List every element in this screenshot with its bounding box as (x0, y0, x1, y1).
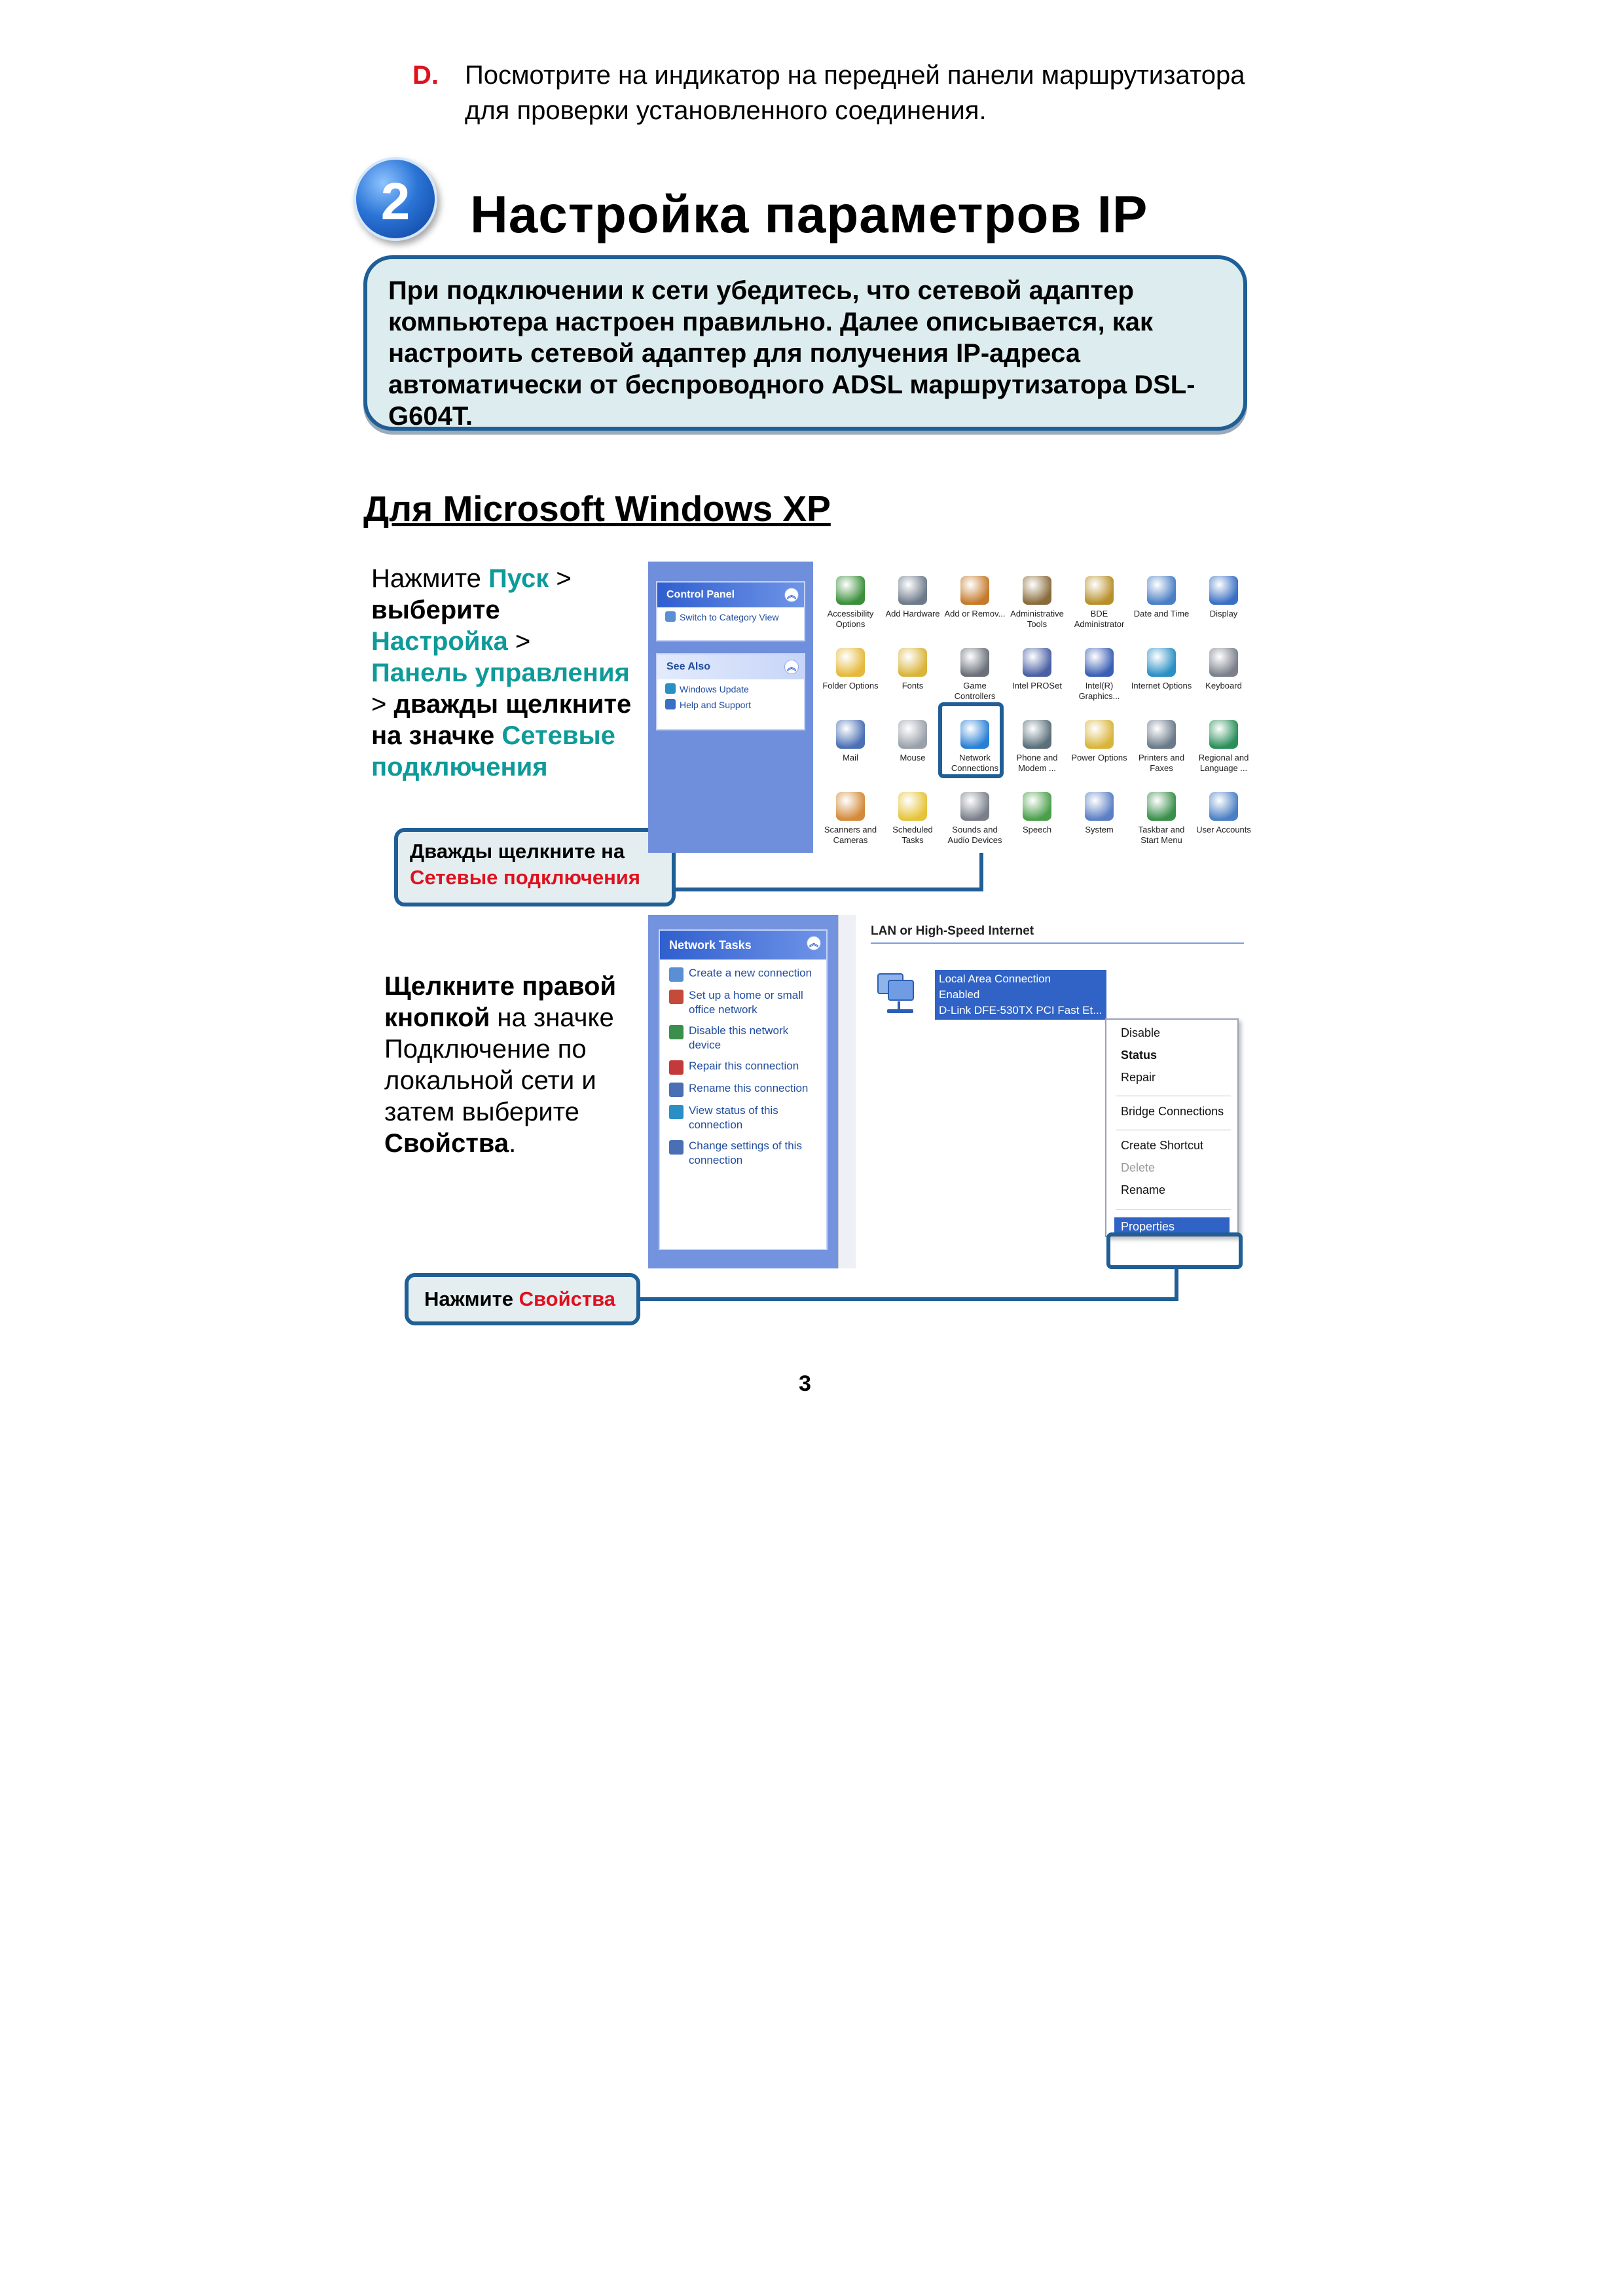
intro-note-box: При подключении к сети убедитесь, что сетевой адаптер компьютера настроен правильно. Далее описывается, как настроить сетевой адаптер для получения IP-адреса автоматически от беспроводного ADSL маршрутизатора DSL-G604T. (363, 255, 1247, 431)
home-network-icon (669, 990, 684, 1004)
control-panel-item-label: Fonts (902, 681, 924, 691)
network-task-link[interactable] (660, 1132, 826, 1168)
sound-icon (960, 792, 989, 821)
control-panel-item-label: Accessibility Options (827, 609, 874, 629)
menu-item-disable[interactable]: Disable (1121, 1026, 1161, 1039)
hardware-icon (898, 576, 927, 605)
lan-connection-label[interactable] (935, 970, 1106, 1020)
network-task-label: Create a new connection (689, 967, 812, 979)
step-letter: D. (412, 61, 439, 90)
help-icon (665, 699, 676, 709)
context-menu (1105, 1018, 1239, 1237)
control-panel-item-label: Internet Options (1131, 681, 1192, 691)
control-panel-item-label: BDE Administrator (1074, 609, 1125, 629)
system-icon (1085, 792, 1114, 821)
control-panel-item-label: Display (1209, 609, 1238, 619)
connector-line (1175, 1268, 1178, 1301)
connector-line (676, 888, 983, 891)
control-panel-item[interactable] (1068, 792, 1130, 835)
instr-control-panel: Панель управления (371, 658, 630, 687)
control-panel-item-label: Sounds and Audio Devices (947, 825, 1002, 845)
disable-icon (669, 1025, 684, 1039)
control-panel-screenshot (648, 562, 1251, 853)
menu-item-properties[interactable]: Properties (1114, 1217, 1230, 1236)
instr-properties: Свойства (384, 1129, 509, 1158)
connection-device: D-Link DFE-530TX PCI Fast Et... (939, 1004, 1103, 1016)
users-icon (1209, 792, 1238, 821)
page-number: 3 (799, 1371, 811, 1396)
collapse-chevron-icon[interactable]: ︽ (784, 660, 799, 674)
folder-icon (836, 648, 865, 677)
control-panel-item[interactable] (1006, 648, 1068, 691)
status-icon (669, 1105, 684, 1119)
control-panel-sidebar (648, 562, 813, 853)
control-panel-item[interactable] (1006, 792, 1068, 835)
control-panel-item-label: Administrative Tools (1010, 609, 1064, 629)
network-task-label: Rename this connection (689, 1082, 809, 1094)
control-panel-item-label: Power Options (1071, 753, 1127, 762)
fonts-icon (898, 648, 927, 677)
clock-icon (1147, 576, 1176, 605)
network-task-label: Repair this connection (689, 1060, 799, 1072)
menu-item-rename[interactable]: Rename (1121, 1183, 1166, 1196)
pane-title: Control Panel (666, 589, 735, 600)
network-task-label: View status of this connection (689, 1104, 778, 1131)
instr-end: . (509, 1129, 517, 1158)
control-panel-item[interactable] (944, 792, 1006, 846)
mouse-icon (898, 720, 927, 749)
scanner-icon (836, 792, 865, 821)
accessibility-icon (836, 576, 865, 605)
instr-text: Нажмите (371, 564, 488, 593)
printer-icon (1147, 720, 1176, 749)
control-panel-item[interactable] (820, 648, 881, 691)
control-panel-item-label: Phone and Modem ... (1016, 753, 1058, 773)
instr-start: Пуск (488, 564, 549, 593)
windows-update-icon (665, 683, 676, 694)
network-task-label: Disable this network device (689, 1024, 789, 1051)
control-panel-item[interactable] (1068, 576, 1130, 630)
control-panel-item[interactable] (1193, 720, 1254, 774)
new-connection-icon (669, 967, 684, 982)
control-panel-item[interactable] (1193, 792, 1254, 835)
instr-gt: > (507, 627, 531, 656)
control-panel-item-label: Taskbar and Start Menu (1138, 825, 1185, 845)
network-task-label: Change settings of this connection (689, 1139, 802, 1166)
control-panel-item[interactable] (882, 576, 943, 619)
control-panel-item-label: Add Hardware (885, 609, 940, 619)
intel-icon (1023, 648, 1051, 677)
pane-header[interactable] (657, 655, 804, 679)
graphics-icon (1085, 648, 1114, 677)
control-panel-item[interactable] (820, 792, 881, 846)
step-text: Посмотрите на индикатор на передней панели маршрутизатора для проверки установленного соединения. (465, 61, 1245, 125)
control-panel-item-label: Keyboard (1205, 681, 1242, 691)
network-connections-screenshot (648, 915, 1244, 1268)
instruction-right-click (384, 971, 646, 1159)
tasks-icon (898, 792, 927, 821)
pane-title: Network Tasks (669, 939, 752, 952)
pane-header[interactable] (657, 583, 804, 607)
instr-choose: выберите (371, 596, 500, 624)
switch-view-icon (665, 611, 676, 622)
instr-network-connections: Сетевые подключения (371, 721, 615, 781)
control-panel-item-label: Intel PROSet (1012, 681, 1062, 691)
callout-double-click (394, 828, 676, 906)
group-divider (871, 942, 1244, 944)
step-number-badge: 2 (354, 157, 437, 241)
speech-icon (1023, 792, 1051, 821)
control-panel-item[interactable] (1131, 648, 1192, 691)
control-panel-item[interactable] (944, 576, 1006, 619)
control-panel-item-label: Mouse (900, 753, 926, 762)
network-task-link[interactable] (660, 960, 826, 982)
control-panel-item[interactable] (1068, 720, 1130, 763)
see-also-link[interactable]: Help and Support (657, 695, 804, 711)
control-panel-item[interactable] (1006, 576, 1068, 630)
control-panel-item[interactable] (1193, 576, 1254, 619)
instr-gt: > (549, 564, 572, 593)
network-task-link[interactable] (660, 1052, 826, 1075)
network-tasks-pane (659, 929, 828, 1250)
collapse-chevron-icon[interactable]: ︽ (784, 588, 799, 602)
menu-item-create-shortcut[interactable]: Create Shortcut (1121, 1139, 1204, 1152)
control-panel-item-label: Network Connections (951, 753, 999, 773)
group-header: LAN or High-Speed Internet (871, 924, 1034, 938)
control-panel-item-label: Game Controllers (954, 681, 996, 701)
control-panel-pane (656, 581, 805, 641)
lan-connection-icon[interactable] (874, 969, 925, 1020)
power-icon (1085, 720, 1114, 749)
control-panel-item[interactable] (882, 792, 943, 846)
control-panel-item[interactable] (1193, 648, 1254, 691)
instr-text: на значке Подключение по локальной сети и затем выберите (384, 1003, 614, 1126)
callout-line: Дважды щелкните на (410, 840, 625, 863)
connection-name: Local Area Connection (939, 973, 1051, 985)
control-panel-item-label: Scanners and Cameras (824, 825, 877, 845)
callout-highlight: Сетевые подключения (410, 866, 640, 889)
scrollbar[interactable] (838, 915, 856, 1268)
control-panel-item[interactable] (820, 576, 881, 630)
control-panel-item[interactable] (1068, 648, 1130, 702)
network-task-link[interactable] (660, 1097, 826, 1132)
control-panel-item-label: Printers and Faxes (1138, 753, 1185, 773)
task-list (660, 960, 826, 1168)
network-task-label: Set up a home or small office network (689, 989, 803, 1016)
taskbar-icon (1147, 792, 1176, 821)
keyboard-icon (1209, 648, 1238, 677)
pane-title: See Also (666, 661, 710, 672)
rename-icon (669, 1083, 684, 1097)
step-d-paragraph (412, 58, 1264, 128)
instr-settings: Настройка (371, 627, 508, 656)
globe-icon (1147, 648, 1176, 677)
section-heading: Для Microsoft Windows XP (363, 488, 831, 529)
switch-view-link[interactable]: Switch to Category View (657, 607, 804, 623)
network-task-link[interactable] (660, 982, 826, 1017)
control-panel-item[interactable] (1131, 720, 1192, 774)
connection-status: Enabled (939, 988, 980, 1001)
callout-text: Нажмите (424, 1287, 519, 1310)
repair-icon (669, 1060, 684, 1075)
gamepad-icon (960, 648, 989, 677)
control-panel-item[interactable] (882, 648, 943, 691)
control-panel-item-label: Folder Options (822, 681, 879, 691)
phone-icon (1023, 720, 1051, 749)
control-panel-item-label: Add or Remov... (944, 609, 1006, 619)
properties-highlight (1106, 1232, 1243, 1269)
add-remove-icon (960, 576, 989, 605)
instr-double-click: дважды щелкните на значке (371, 690, 632, 750)
instr-gt: > (371, 690, 387, 719)
control-panel-item[interactable] (1131, 576, 1192, 619)
control-panel-item-label: System (1085, 825, 1114, 834)
menu-item-delete: Delete (1121, 1161, 1156, 1174)
display-icon (1209, 576, 1238, 605)
admin-tools-icon (1023, 576, 1051, 605)
settings-icon (669, 1140, 684, 1155)
control-panel-item[interactable] (944, 648, 1006, 702)
network-connections-highlight (938, 702, 1004, 778)
control-panel-item-label: Scheduled Tasks (892, 825, 933, 845)
network-task-link[interactable] (660, 1017, 826, 1052)
page-title: Настройка параметров IP (470, 185, 1148, 243)
connector-line (640, 1297, 1178, 1301)
control-panel-item[interactable] (820, 720, 881, 763)
control-panel-item-label: User Accounts (1196, 825, 1251, 834)
control-panel-item[interactable] (882, 720, 943, 763)
control-panel-item-label: Intel(R) Graphics... (1078, 681, 1120, 701)
see-also-pane (656, 653, 805, 730)
collapse-chevron-icon[interactable]: ︽ (807, 936, 821, 950)
see-also-link[interactable]: Windows Update (657, 679, 804, 695)
menu-item-repair[interactable]: Repair (1121, 1071, 1156, 1084)
callout-click-properties (405, 1273, 640, 1325)
control-panel-item-label: Regional and Language ... (1198, 753, 1249, 773)
control-panel-item[interactable] (1006, 720, 1068, 774)
regional-icon (1209, 720, 1238, 749)
callout-highlight: Свойства (519, 1287, 615, 1310)
control-panel-item[interactable] (1131, 792, 1192, 846)
instruction-open-network-connections (371, 563, 646, 783)
control-panel-item-label: Speech (1022, 825, 1052, 834)
network-task-link[interactable] (660, 1075, 826, 1097)
menu-item-status[interactable]: Status (1121, 1049, 1158, 1062)
bde-icon (1085, 576, 1114, 605)
mail-icon (836, 720, 865, 749)
control-panel-item-label: Mail (843, 753, 858, 762)
control-panel-item-label: Date and Time (1133, 609, 1190, 619)
network-tasks-sidebar (648, 915, 838, 1268)
menu-item-bridge[interactable]: Bridge Connections (1121, 1105, 1224, 1118)
pane-header[interactable] (660, 931, 826, 960)
instr-right-click: Щелкните правой кнопкой (384, 972, 617, 1032)
